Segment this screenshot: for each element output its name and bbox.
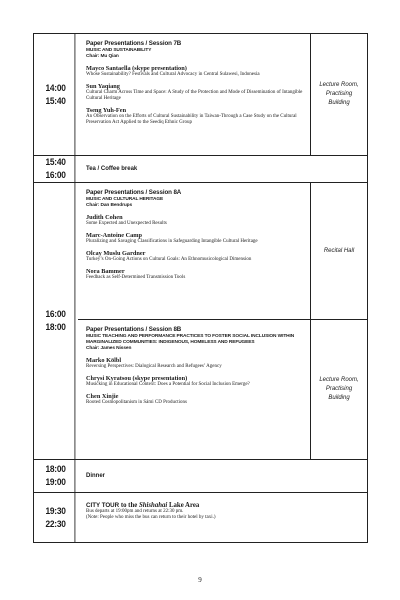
time-cell xyxy=(37,34,76,155)
break-label: Tea / Coffee break xyxy=(86,166,138,172)
presentation xyxy=(86,232,304,245)
venue-line: Lecture Room, xyxy=(319,82,359,88)
start-time: 14:00 xyxy=(45,82,66,94)
session-chair: Chair: Dan Bendrups xyxy=(86,203,133,208)
schedule-table xyxy=(33,33,368,543)
tour-row xyxy=(34,492,367,542)
paper-title: Some Expected and Unexpected Results xyxy=(86,221,167,226)
venue-cell xyxy=(310,320,367,459)
session-theme: MUSIC AND CULTURAL HERITAGE xyxy=(86,197,164,202)
start-time: 16:00 xyxy=(45,309,66,320)
venue-line: Lecture Room, xyxy=(319,377,359,383)
time-cell xyxy=(37,460,76,492)
presenter: Olcay Muslu Gardner xyxy=(86,250,146,257)
venue-line: Practising xyxy=(325,386,353,392)
venue-line: Recital Hall xyxy=(323,247,355,254)
paper-title: Whose Sustainability? Festivals and Cultural Advocacy in Central Sulawesi, Indonesia xyxy=(86,72,260,77)
presenter: Chrysi Kyratsou (skype presentation) xyxy=(86,375,188,382)
session-theme: MUSIC TEACHING AND PERFORMANCE PRACTICES TO FOSTER SOCIAL INCLUSION WITHIN xyxy=(86,334,295,339)
session-8b-content xyxy=(78,320,310,459)
presenter: Marko Kölbl xyxy=(86,357,122,364)
dinner-row xyxy=(34,459,367,492)
presentation xyxy=(86,375,304,388)
tour-note: (Note: People who miss the bus can return to their hotel by taxi.) xyxy=(86,515,216,520)
time-cell xyxy=(37,156,76,182)
venue-line: Building xyxy=(328,395,350,401)
presentation xyxy=(86,214,304,227)
tour-title xyxy=(86,502,361,509)
presentation xyxy=(86,393,304,406)
presenter: Marc-Antoine Camp xyxy=(86,232,143,239)
end-time: 19:00 xyxy=(45,477,66,488)
paper-title: Rooted Cosmopolitanism in Sámi CD Productions xyxy=(86,400,187,405)
tour-departure: Bus departs at 19:00pm and returns at 22:30 pm. xyxy=(86,509,184,514)
break-row xyxy=(34,155,367,182)
presenter: Sun Yaqiang xyxy=(86,83,120,90)
session-title: Paper Presentations / Session 7B xyxy=(86,40,182,47)
venue-cell xyxy=(310,34,367,155)
presenter: Judith Cohen xyxy=(86,214,123,221)
start-time: 19:30 xyxy=(45,505,66,517)
end-time: 16:00 xyxy=(45,170,66,181)
session-8a-content xyxy=(78,183,310,319)
end-time: 18:00 xyxy=(45,322,66,333)
presenter: Chen Xinjie xyxy=(86,393,119,400)
presentation xyxy=(86,107,304,126)
presentation xyxy=(86,65,304,78)
time-cell xyxy=(37,183,76,459)
start-time: 18:00 xyxy=(45,464,66,475)
session-theme: MUSIC AND SUSTAINABILITY xyxy=(86,48,152,53)
venue-line: Practising xyxy=(325,91,353,97)
end-time: 15:40 xyxy=(45,95,66,107)
venue-cell xyxy=(310,183,367,319)
paper-title: Turkey’s On-Going Actions on Cultural Goals: An Ethnomusicological Dimension xyxy=(86,257,252,262)
session-title: Paper Presentations / Session 8B xyxy=(86,326,182,333)
tour-label: CITY TOUR xyxy=(86,502,120,509)
dinner-content xyxy=(78,460,367,492)
session-7b-row xyxy=(34,34,367,155)
session-chair: Chair: Mu Qian xyxy=(86,54,119,59)
presenter: Tseng Yuh-Fen xyxy=(86,107,127,114)
start-time: 15:40 xyxy=(45,157,66,168)
presentation xyxy=(86,357,304,370)
session-8-row xyxy=(34,182,367,459)
paper-title: Musicking in Educational Context: Does a Potential for Social Inclusion Emerge? xyxy=(86,382,250,387)
dinner-label: Dinner xyxy=(86,473,106,479)
tour-location: Shishahai xyxy=(138,502,168,509)
break-content xyxy=(78,156,367,182)
paper-title: Cultural Charm Across Time and Space: A Study of the Protection and Mode of Dissemination of Intangible Cultural Heritage xyxy=(86,90,303,101)
end-time: 22:30 xyxy=(45,518,66,530)
page-number: 9 xyxy=(198,576,202,584)
tour-location-suffix: Lake Area xyxy=(167,502,200,509)
paper-title: An Observation on the Efforts of Cultural Sustainability in Taiwan-Through a Case Study on the Cultural Preservation Act Applied to the Seediq Ethnic Group xyxy=(86,114,297,125)
session-title: Paper Presentations / Session 8A xyxy=(86,189,182,196)
time-cell xyxy=(37,493,76,542)
session-content xyxy=(78,34,310,155)
presentation xyxy=(86,268,304,281)
presenter: Mayco Santaella (skype presentation) xyxy=(86,65,187,72)
tour-content xyxy=(78,493,367,542)
presenter: Nora Bammer xyxy=(86,268,125,275)
session-chair: Chair: James Nissen xyxy=(86,346,132,351)
presentation xyxy=(86,250,304,263)
paper-title: Reversing Perspectives: Dialogical Research and Refugees’ Agency xyxy=(86,364,222,369)
session-theme-cont: MARGINALIZED COMMUNITIES: INDIGENOUS, HOMELESS AND REFUGEES xyxy=(86,340,255,345)
paper-title: Feedback as Self-Determined Transmission Tools xyxy=(86,275,186,280)
presentation xyxy=(86,83,304,102)
tour-label-connector: to the xyxy=(119,502,139,509)
paper-title: Pluralizing and Savaging Classifications in Safeguarding Intangible Cultural Heritage xyxy=(86,239,258,244)
venue-line: Building xyxy=(328,100,350,106)
